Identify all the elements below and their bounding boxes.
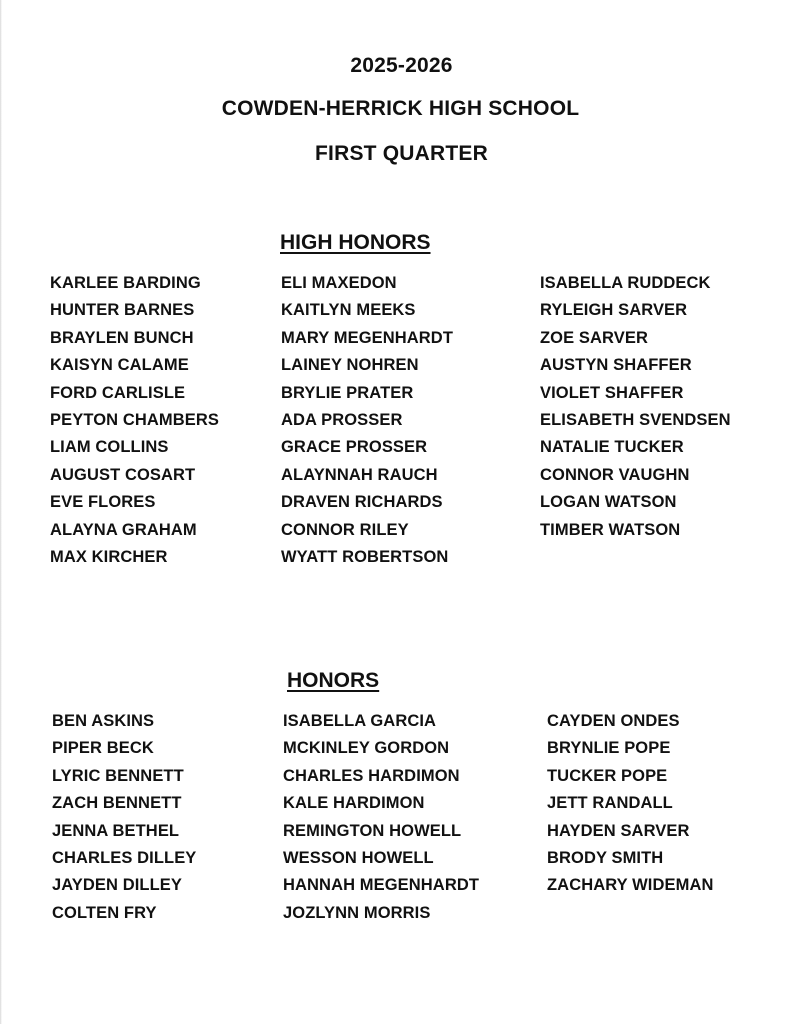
- student-name: MCKINLEY GORDON: [283, 739, 450, 758]
- honors-column-2: [283, 708, 479, 927]
- student-name: HAYDEN SARVER: [547, 821, 690, 840]
- student-name: FORD CARLISLE: [50, 383, 186, 402]
- student-name: KARLEE BARDING: [50, 274, 201, 292]
- school-name-heading: COWDEN-HERRICK HIGH SCHOOL: [221, 97, 580, 120]
- student-name: CONNOR RILEY: [281, 520, 409, 539]
- student-name: CAYDEN ONDES: [547, 712, 680, 730]
- student-name: ISABELLA GARCIA: [283, 712, 437, 730]
- student-name: MARY MEGENHARDT: [281, 328, 454, 347]
- student-name: LIAM COLLINS: [50, 438, 169, 457]
- student-name: BRYLIE PRATER: [281, 383, 414, 402]
- student-name: WESSON HOWELL: [283, 848, 434, 867]
- student-name: AUSTYN SHAFFER: [540, 356, 692, 375]
- student-name: VIOLET SHAFFER: [540, 383, 684, 402]
- student-name: BRODY SMITH: [547, 848, 664, 867]
- school-year-heading: 2025-2026: [350, 54, 453, 77]
- high-honors-column-2: [281, 270, 453, 571]
- student-name: CONNOR VAUGHN: [540, 465, 690, 484]
- student-name: LAINEY NOHREN: [281, 356, 419, 375]
- student-name: PEYTON CHAMBERS: [50, 410, 219, 429]
- student-name: KAITLYN MEEKS: [281, 301, 416, 320]
- student-name: COLTEN FRY: [52, 903, 157, 922]
- student-name: TIMBER WATSON: [540, 520, 681, 539]
- student-name: CHARLES DILLEY: [52, 848, 197, 867]
- honors-column-3: [547, 708, 714, 900]
- student-name: ZACHARY WIDEMAN: [547, 876, 714, 895]
- student-name: BRAYLEN BUNCH: [50, 328, 194, 347]
- quarter-heading: FIRST QUARTER: [315, 142, 488, 165]
- student-name: KALE HARDIMON: [283, 794, 425, 813]
- student-name: JENNA BETHEL: [52, 821, 180, 840]
- student-name: JOZLYNN MORRIS: [283, 903, 431, 922]
- honors-title: HONORS: [287, 669, 380, 692]
- student-name: AUGUST COSART: [50, 465, 196, 484]
- student-name: REMINGTON HOWELL: [283, 821, 462, 840]
- student-name: EVE FLORES: [50, 493, 156, 512]
- student-name: JETT RANDALL: [547, 794, 673, 813]
- student-name: PIPER BECK: [52, 739, 154, 758]
- student-name: TUCKER POPE: [547, 766, 668, 785]
- student-name: ALAYNNAH RAUCH: [281, 465, 438, 484]
- student-name: GRACE PROSSER: [281, 438, 428, 457]
- student-name: ZACH BENNETT: [52, 794, 182, 813]
- student-name: KAISYN CALAME: [50, 356, 189, 375]
- student-name: LYRIC BENNETT: [52, 766, 184, 785]
- student-name: BEN ASKINS: [52, 712, 155, 730]
- student-name: HUNTER BARNES: [50, 301, 195, 320]
- student-name: LOGAN WATSON: [540, 493, 677, 512]
- student-name: MAX KIRCHER: [50, 547, 168, 566]
- student-name: CHARLES HARDIMON: [283, 766, 460, 785]
- student-name: ADA PROSSER: [281, 410, 403, 429]
- student-name: BRYNLIE POPE: [547, 739, 671, 758]
- high-honors-column-3: [540, 270, 731, 544]
- student-name: DRAVEN RICHARDS: [281, 493, 443, 512]
- student-name: ELISABETH SVENDSEN: [540, 410, 731, 429]
- student-name: RYLEIGH SARVER: [540, 301, 688, 320]
- student-name: ALAYNA GRAHAM: [50, 520, 197, 539]
- student-name: NATALIE TUCKER: [540, 438, 684, 457]
- page-edge: [0, 0, 2, 1024]
- student-name: HANNAH MEGENHARDT: [283, 876, 480, 895]
- student-name: WYATT ROBERTSON: [281, 547, 449, 566]
- honors-column-1: [52, 708, 196, 927]
- student-name: ELI MAXEDON: [281, 274, 397, 292]
- high-honors-column-1: [50, 270, 219, 571]
- high-honors-title: HIGH HONORS: [280, 231, 431, 254]
- student-name: ISABELLA RUDDECK: [540, 274, 711, 292]
- student-name: JAYDEN DILLEY: [52, 876, 182, 895]
- student-name: ZOE SARVER: [540, 328, 648, 347]
